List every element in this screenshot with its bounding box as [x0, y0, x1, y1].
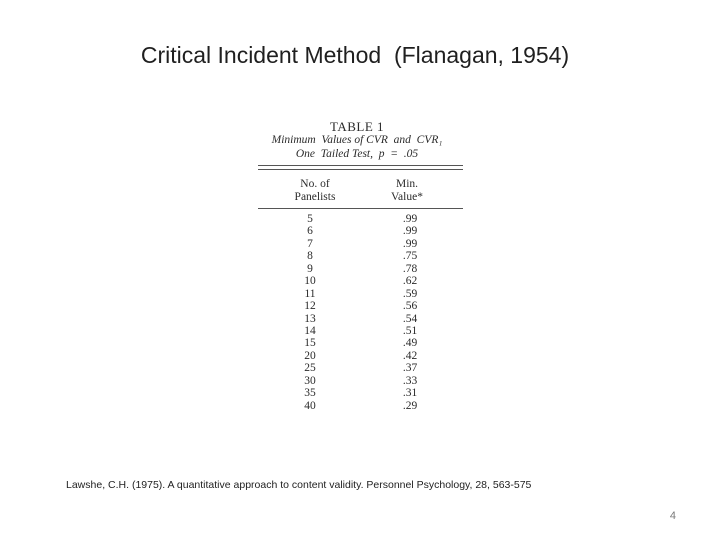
table-row — [252, 375, 472, 387]
panelists-cell: 15 — [304, 337, 316, 350]
column-header-min-value: Min. Value* — [391, 178, 423, 203]
min-value-cell: .49 — [402, 337, 418, 350]
min-value-cell: .99 — [402, 213, 418, 225]
min-value-cell: .29 — [402, 399, 418, 412]
table-top-rule — [258, 165, 463, 166]
table-row — [252, 250, 472, 262]
table-header-rule — [258, 208, 463, 209]
min-value-cell: .33 — [402, 374, 418, 387]
table-subtitle-line2: One Tailed Test, p = .05 — [295, 148, 419, 160]
table-row — [252, 362, 472, 374]
panelists-cell: 13 — [304, 312, 316, 325]
table-subtitle-line1: Minimum Values of CVR and CVR₁ — [271, 134, 443, 146]
min-value-cell: .62 — [402, 275, 418, 288]
table-row — [252, 238, 472, 250]
min-value-cell: .54 — [402, 312, 418, 325]
table-title: TABLE 1 — [329, 119, 385, 134]
min-value-cell: .99 — [402, 237, 418, 250]
panelists-cell: 7 — [307, 237, 313, 250]
panelists-cell: 25 — [304, 362, 316, 375]
table-row — [252, 300, 472, 312]
table-row — [252, 337, 472, 349]
panelists-cell: 40 — [304, 399, 316, 412]
table-row — [252, 275, 472, 287]
citation: Lawshe, C.H. (1975). A quantitative approach to content validity. Personnel Psychology, 28, 563-575 — [66, 479, 532, 491]
table-row — [252, 313, 472, 325]
panelists-cell: 35 — [304, 387, 316, 400]
min-value-cell: .42 — [402, 349, 418, 362]
min-value-cell: .31 — [402, 387, 418, 400]
panelists-cell: 5 — [307, 213, 313, 225]
min-value-cell: .75 — [402, 250, 418, 263]
panelists-cell: 12 — [304, 300, 316, 313]
min-value-cell: .59 — [402, 287, 418, 300]
column-header-panelists: No. of Panelists — [294, 178, 336, 203]
table-row — [252, 400, 472, 412]
min-value-cell: .78 — [402, 262, 418, 275]
table-top-rule-double — [258, 169, 463, 170]
panelists-cell: 14 — [304, 324, 316, 337]
table-row — [252, 387, 472, 399]
panelists-cell: 8 — [307, 250, 313, 263]
panelists-cell: 30 — [304, 374, 316, 387]
table-row — [252, 288, 472, 300]
table-row — [252, 325, 472, 337]
panelists-cell: 20 — [304, 349, 316, 362]
table-row — [252, 225, 472, 237]
slide-title: Critical Incident Method (Flanagan, 1954) — [140, 42, 570, 68]
page-number: 4 — [669, 510, 676, 522]
min-value-cell: .37 — [402, 362, 418, 375]
min-value-cell: .56 — [402, 300, 418, 313]
table-row — [252, 350, 472, 362]
panelists-cell: 9 — [307, 262, 313, 275]
panelists-cell: 11 — [304, 287, 316, 300]
scanned-table-image — [252, 116, 472, 426]
panelists-cell: 6 — [307, 225, 313, 238]
min-value-cell: .99 — [402, 225, 418, 238]
table-row — [252, 213, 472, 225]
min-value-cell: .51 — [402, 324, 418, 337]
table-row — [252, 263, 472, 275]
panelists-cell: 10 — [304, 275, 316, 288]
table-body — [252, 213, 472, 412]
